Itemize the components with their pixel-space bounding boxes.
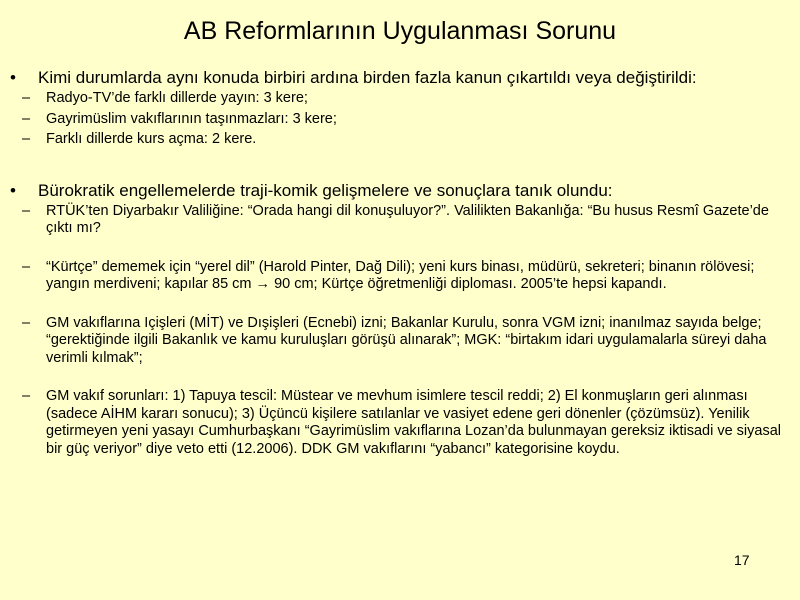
sub-marker: – xyxy=(22,314,31,331)
sub-marker: – xyxy=(22,131,31,147)
sub-item xyxy=(10,259,790,294)
slide-title: AB Reformlarının Uygulanması Sorunu xyxy=(183,17,617,45)
sub-list xyxy=(10,203,790,459)
slide-content xyxy=(10,68,790,458)
sub-item xyxy=(10,131,790,149)
bullet-marker: • xyxy=(10,180,16,200)
sub-item-text: Radyo-TV’de farklı dillerde yayın: 3 kere; xyxy=(46,90,308,106)
sub-marker: – xyxy=(22,202,31,219)
sub-item-text: RTÜK’ten Diyarbakır Valiliğine: “Orada hangi dil konuşuluyor?”. Valilikten Bakanlığa: “Bu husus Resmî Gazete’de çıktı mı? xyxy=(46,202,769,236)
sub-marker: – xyxy=(22,388,31,404)
sub-marker: – xyxy=(22,110,31,127)
bullet-text: Kimi durumlarda aynı konuda birbiri ardına birden fazla kanun çıkartıldı veya değiştirildi: xyxy=(38,68,697,87)
bullet-item xyxy=(10,181,790,200)
bullet-text: Bürokratik engellemelerde traji-komik gelişmelere ve sonuçlara tanık olundu: xyxy=(38,180,613,200)
page-number: 17 xyxy=(734,552,750,568)
sub-item-text: “Kürtçe” dememek için “yerel dil” (Harold Pinter, Dağ Dili); yeni kurs binası, müdürü, sekreteri; binanın rölövesi; yangın merdiveni; kapılar 85 cm → 90 cm; Kürtçe öğretmenliği diploması. 2005’te hepsi kapandı. xyxy=(46,258,755,292)
sub-marker: – xyxy=(22,90,31,106)
sub-item xyxy=(10,315,790,368)
sub-item-text: GM vakıf sorunları: 1) Tapuya tescil: Müstear ve mevhum isimlere tescil reddi; 2) El konmuşların geri alınması (sadece AİHM kararı sonucu); 3) Üçüncü kişilere satılanlar ve vasiyet edene geri dönenler (çözümsüz). Yenilik getirmeyen yeni yasayı Cumhurbaşkanı “Gayrimüslim vakıflarına Lozan’da bulunmayan gereksiz iktisadi ve siyasal bir güç veriyor” diye veto etti (12.2006). DDK GM vakıflarını “yabancı” kategorisine koydu. xyxy=(46,388,781,457)
sub-list xyxy=(10,90,790,149)
bullet-marker: • xyxy=(10,68,16,87)
sub-marker: – xyxy=(22,258,31,275)
sub-item xyxy=(10,90,790,108)
sub-item xyxy=(10,203,790,238)
sub-item-text: Gayrimüslim vakıflarının taşınmazları: 3 kere; xyxy=(46,110,337,127)
bullet-item xyxy=(10,68,790,87)
sub-item xyxy=(10,111,790,129)
sub-item xyxy=(10,388,790,458)
sub-item-text: Farklı dillerde kurs açma: 2 kere. xyxy=(46,131,257,147)
sub-item-text: GM vakıflarına Içişleri (MİT) ve Dışişleri (Ecnebi) izni; Bakanlar Kurulu, sonra VGM izni; inanılmaz sayıda belge; “gerektiğinde ilgili Bakanlık ve kamu kuruluşları görüşü alınarak”; MGK: “birtakım idari uygulamalarla süreyi daha verimli kılmak”; xyxy=(46,314,767,366)
